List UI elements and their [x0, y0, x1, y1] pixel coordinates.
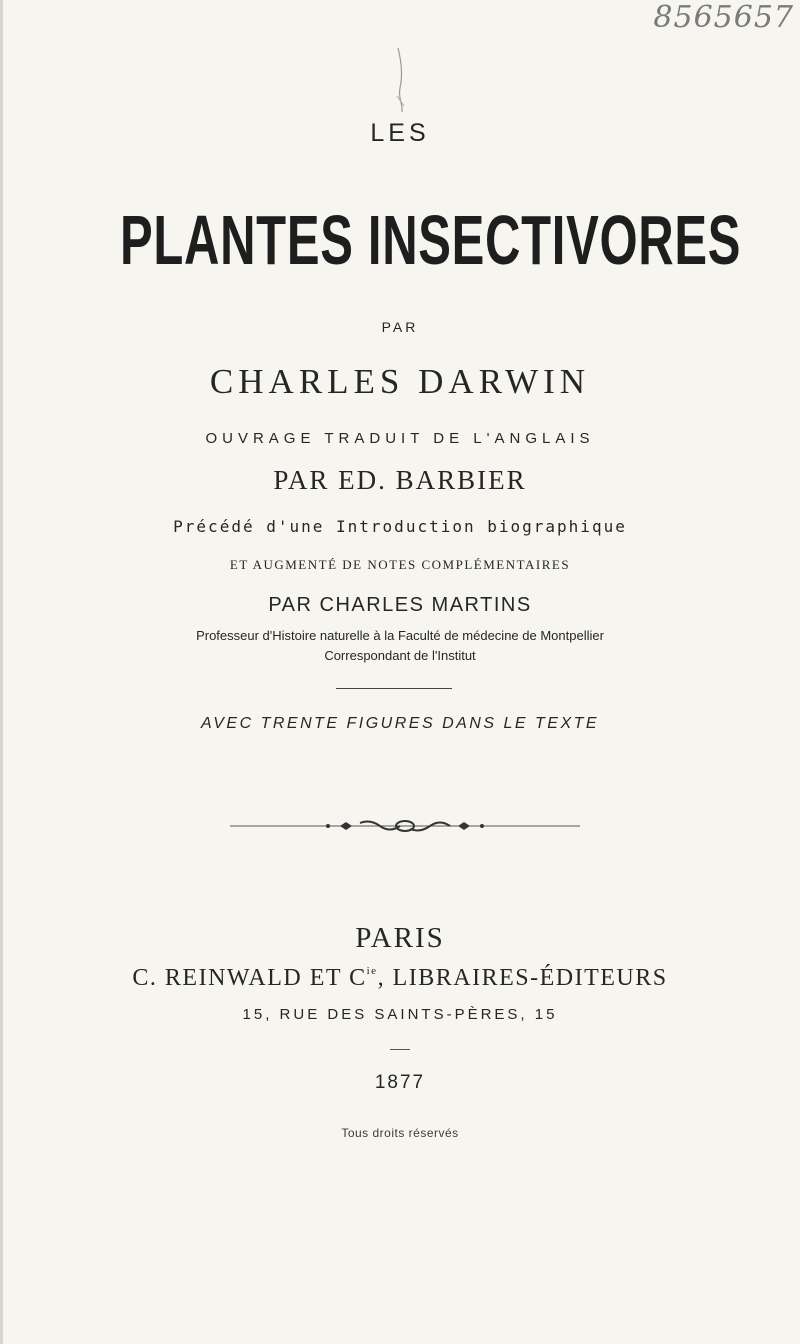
publisher-prefix: C. REINWALD ET C: [132, 965, 367, 991]
publisher-superscript: ie: [366, 965, 378, 977]
preceded-line: Précédé d'une Introduction biographique: [173, 517, 627, 536]
ornament-divider: [230, 819, 580, 833]
augmented-line: ET AUGMENTÉ DE NOTES COMPLÉMENTAIRES: [229, 557, 571, 572]
imprint-publisher: [0, 965, 800, 992]
imprint-city: PARIS: [355, 922, 445, 954]
title-les: LES: [370, 119, 430, 147]
by-label: PAR: [381, 319, 419, 335]
translated-line: OUVRAGE TRADUIT DE L'ANGLAIS: [205, 430, 595, 447]
translator-name: PAR ED. BARBIER: [273, 465, 527, 495]
publication-year: 1877: [374, 1072, 426, 1093]
figures-line: AVEC TRENTE FIGURES DANS LE TEXTE: [200, 715, 600, 732]
editor-name: PAR CHARLES MARTINS: [268, 594, 532, 616]
small-divider: [390, 1049, 410, 1050]
divider-rule: [336, 688, 452, 689]
rights-notice: Tous droits réservés: [341, 1126, 459, 1140]
editor-role-1: Professeur d'Histoire naturelle à la Faculté de médecine de Montpellier: [196, 628, 604, 643]
handwritten-shelfmark: 8565657: [653, 0, 794, 35]
main-title: PLANTES INSECTIVORES: [120, 201, 742, 279]
publisher-suffix: , LIBRAIRES-ÉDITEURS: [377, 965, 668, 991]
imprint-address: 15, RUE DES SAINTS-PÈRES, 15: [242, 1006, 558, 1023]
editor-role-2: Correspondant de l'Institut: [324, 648, 476, 663]
author-name: CHARLES DARWIN: [209, 362, 591, 401]
